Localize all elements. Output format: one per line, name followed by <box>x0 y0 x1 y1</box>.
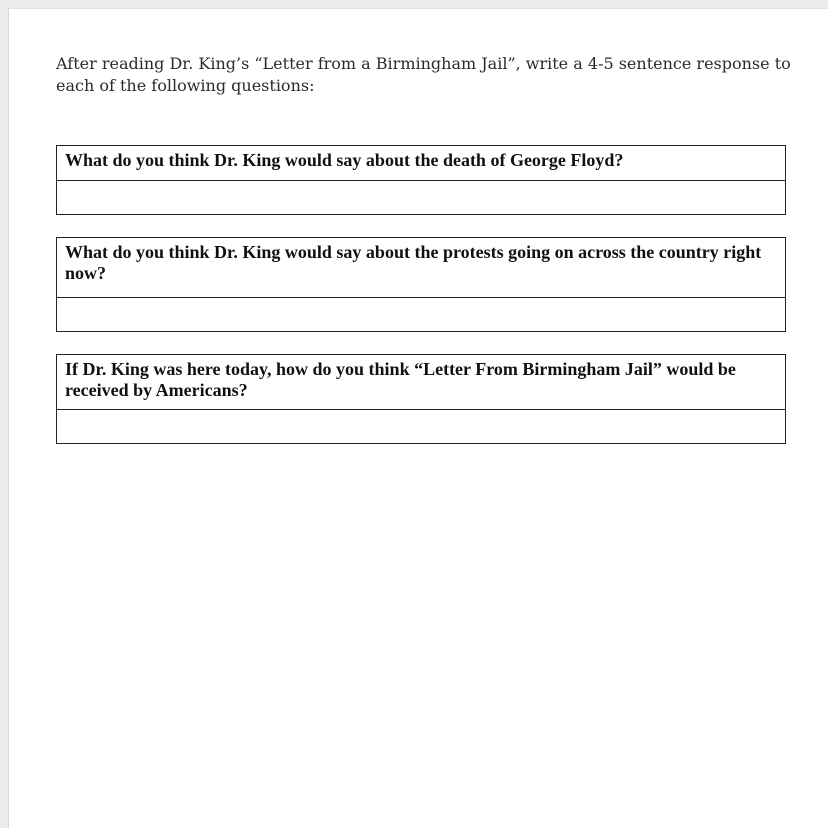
instructions-text: After reading Dr. King’s “Letter from a Birmingham Jail”, write a 4-5 sentence response to each of the following questions: <box>56 54 791 95</box>
question-prompt-2: What do you think Dr. King would say about the protests going on across the country right now? <box>57 238 785 298</box>
answer-field-1[interactable] <box>57 181 785 214</box>
question-prompt-3: If Dr. King was here today, how do you think “Letter From Birmingham Jail” would be received by Americans? <box>57 355 785 410</box>
question-table-2 <box>56 237 786 332</box>
answer-field-3[interactable] <box>57 410 785 443</box>
question-table-1 <box>56 145 786 215</box>
answer-field-2[interactable] <box>57 298 785 331</box>
document-page <box>8 8 828 828</box>
question-table-3 <box>56 354 786 444</box>
question-prompt-1: What do you think Dr. King would say about the death of George Floyd? <box>57 146 785 181</box>
